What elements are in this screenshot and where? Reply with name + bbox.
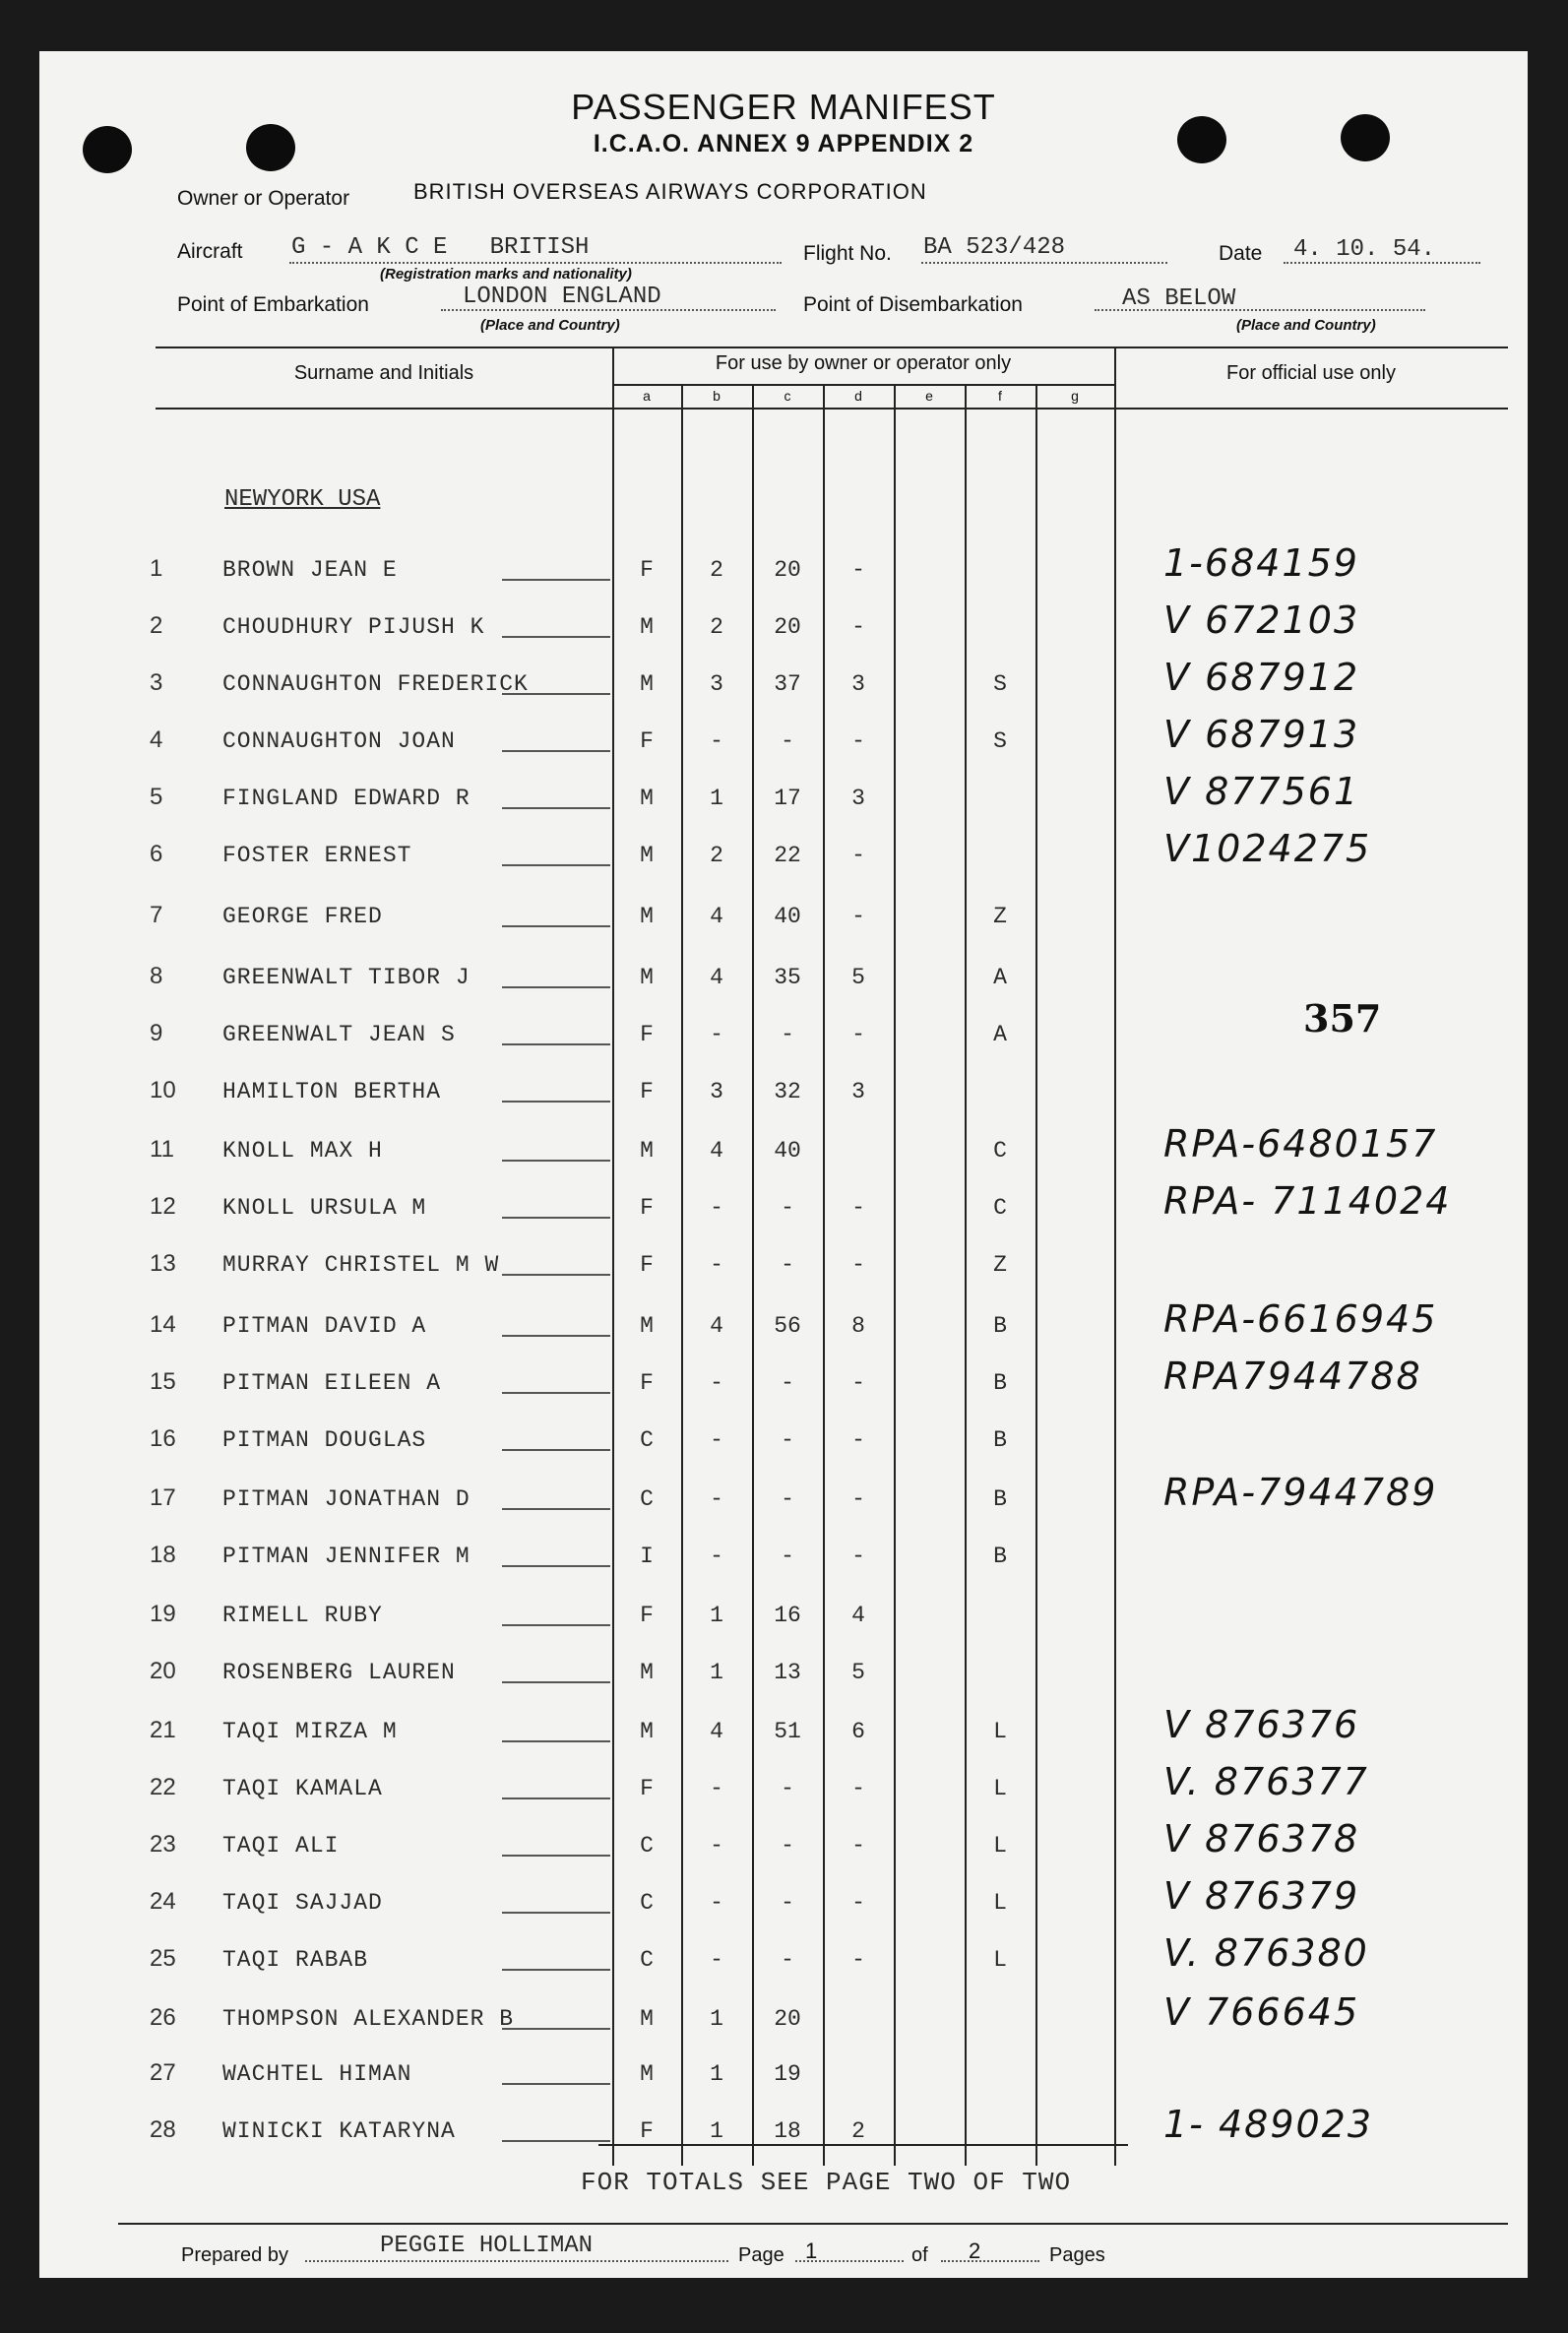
official-number: V1024275: [1163, 827, 1372, 870]
cell-d: 3: [851, 671, 865, 697]
official-number: RPA-6616945: [1163, 1297, 1438, 1341]
cell-c: 37: [774, 671, 801, 697]
surname-header: Surname and Initials: [293, 362, 474, 384]
cell-f: Z: [993, 1252, 1007, 1278]
passenger-name: TAQI ALI: [222, 1833, 340, 1859]
embark-dotted-line: [441, 309, 776, 311]
passenger-name: WINICKI KATARYNA: [222, 2118, 456, 2144]
row-number: 13: [150, 1250, 176, 1277]
cell-a: C: [640, 1833, 654, 1859]
cell-c: -: [781, 1370, 794, 1396]
name-dash-line: [502, 750, 610, 752]
cell-a: M: [640, 1313, 654, 1339]
aircraft-dotted-line: [289, 262, 782, 264]
cell-b: -: [710, 1427, 723, 1453]
row-number: 28: [150, 2116, 176, 2143]
cell-c: 56: [774, 1313, 801, 1339]
cell-b: 3: [710, 1079, 723, 1104]
passenger-name: KNOLL MAX H: [222, 1138, 383, 1164]
cell-d: -: [851, 1252, 865, 1278]
column-divider: [1114, 347, 1116, 2166]
page-label: Page: [738, 2244, 784, 2266]
cell-b: -: [710, 1890, 723, 1916]
official-header: For official use only: [1226, 362, 1396, 384]
column-divider: [894, 384, 896, 2166]
passenger-name: GREENWALT JEAN S: [222, 1022, 456, 1047]
name-dash-line: [502, 2140, 610, 2142]
name-dash-line: [502, 1565, 610, 1567]
cell-a: C: [640, 1890, 654, 1916]
cell-a: M: [640, 2006, 654, 2032]
row-number: 19: [150, 1601, 176, 1627]
cell-d: 5: [851, 1660, 865, 1685]
cell-d: 4: [851, 1603, 865, 1628]
cell-d: -: [851, 904, 865, 929]
cell-c: -: [781, 1022, 794, 1047]
cell-a: F: [640, 1079, 654, 1104]
cell-d: -: [851, 728, 865, 754]
column-letter-b: b: [713, 388, 721, 404]
cell-b: -: [710, 1022, 723, 1047]
cell-d: -: [851, 1427, 865, 1453]
cell-f: S: [993, 671, 1007, 697]
cell-a: C: [640, 1486, 654, 1512]
cell-c: 16: [774, 1603, 801, 1628]
passenger-name: RIMELL RUBY: [222, 1603, 383, 1628]
cell-d: -: [851, 1776, 865, 1801]
cell-b: 1: [710, 2006, 723, 2032]
cell-c: 19: [774, 2061, 801, 2087]
embark-value: LONDON ENGLAND: [463, 284, 661, 310]
name-dash-line: [502, 1449, 610, 1451]
table-header-rule: [156, 408, 1508, 410]
row-number: 16: [150, 1425, 176, 1452]
aircraft-label: Aircraft: [177, 240, 243, 263]
name-dash-line: [502, 693, 610, 695]
name-dash-line: [502, 1912, 610, 1914]
official-number: V 876378: [1163, 1817, 1360, 1860]
official-number: RPA- 7114024: [1163, 1179, 1452, 1223]
cell-f: A: [993, 1022, 1007, 1047]
cell-b: 1: [710, 2061, 723, 2087]
name-dash-line: [502, 1392, 610, 1394]
passenger-name: TAQI RABAB: [222, 1947, 369, 1973]
cell-d: -: [851, 843, 865, 868]
cell-f: C: [993, 1195, 1007, 1221]
row-number: 24: [150, 1888, 176, 1915]
row-number: 3: [150, 669, 163, 696]
manifest-page: [39, 51, 1528, 2278]
official-number: 1-684159: [1163, 541, 1359, 585]
cell-f: Z: [993, 904, 1007, 929]
cell-a: F: [640, 2118, 654, 2144]
official-number: V 876379: [1163, 1874, 1360, 1918]
official-number: RPA7944788: [1163, 1355, 1422, 1398]
pages-label: Pages: [1049, 2244, 1105, 2266]
cell-c: 17: [774, 786, 801, 811]
cell-f: B: [993, 1313, 1007, 1339]
cell-b: 1: [710, 1603, 723, 1628]
passenger-name: TAQI SAJJAD: [222, 1890, 383, 1916]
cell-b: 4: [710, 1719, 723, 1744]
page-total: 2: [969, 2238, 981, 2263]
cell-b: 4: [710, 965, 723, 990]
name-dash-line: [502, 1274, 610, 1276]
cell-b: 3: [710, 671, 723, 697]
cell-a: F: [640, 1022, 654, 1047]
cell-d: 3: [851, 786, 865, 811]
cell-b: -: [710, 1833, 723, 1859]
passenger-name: TAQI KAMALA: [222, 1776, 383, 1801]
cell-a: F: [640, 1603, 654, 1628]
passenger-name: PITMAN EILEEN A: [222, 1370, 442, 1396]
passenger-name: MURRAY CHRISTEL M W: [222, 1252, 500, 1278]
row-number: 9: [150, 1020, 163, 1046]
cell-c: 13: [774, 1660, 801, 1685]
name-dash-line: [502, 2083, 610, 2085]
cell-c: -: [781, 1890, 794, 1916]
aircraft-value: G - A K C E BRITISH: [291, 234, 590, 261]
passenger-name: ROSENBERG LAUREN: [222, 1660, 456, 1685]
cell-b: 1: [710, 1660, 723, 1685]
official-number: RPA-6480157: [1163, 1122, 1438, 1166]
cell-b: -: [710, 1370, 723, 1396]
date-label: Date: [1219, 242, 1263, 265]
passenger-name: BROWN JEAN E: [222, 557, 398, 583]
official-number: V 687913: [1163, 713, 1360, 756]
row-number: 5: [150, 784, 163, 810]
cell-a: F: [640, 557, 654, 583]
cell-d: -: [851, 614, 865, 640]
name-dash-line: [502, 1969, 610, 1971]
name-dash-line: [502, 2028, 610, 2030]
column-letter-d: d: [854, 388, 862, 404]
cell-b: 2: [710, 557, 723, 583]
cell-c: 18: [774, 2118, 801, 2144]
cell-f: L: [993, 1890, 1007, 1916]
cell-d: 2: [851, 2118, 865, 2144]
of-label: of: [911, 2244, 928, 2266]
cell-c: 32: [774, 1079, 801, 1104]
cell-b: -: [710, 1252, 723, 1278]
passenger-name: PITMAN DAVID A: [222, 1313, 427, 1339]
passenger-name: WACHTEL HIMAN: [222, 2061, 412, 2087]
cell-b: 4: [710, 904, 723, 929]
row-number: 27: [150, 2059, 176, 2086]
cell-a: I: [640, 1544, 654, 1569]
cell-f: L: [993, 1833, 1007, 1859]
cell-c: 40: [774, 904, 801, 929]
cell-c: 35: [774, 965, 801, 990]
cell-b: 2: [710, 843, 723, 868]
cell-b: -: [710, 728, 723, 754]
passenger-name: TAQI MIRZA M: [222, 1719, 398, 1744]
column-letter-rule: [612, 384, 1114, 386]
name-dash-line: [502, 1624, 610, 1626]
name-dash-line: [502, 1681, 610, 1683]
registration-note: (Registration marks and nationality): [380, 266, 632, 283]
row-number: 1: [150, 555, 163, 582]
cell-a: F: [640, 1195, 654, 1221]
column-letter-a: a: [643, 388, 651, 404]
table-top-rule: [156, 347, 1508, 348]
cell-c: -: [781, 1427, 794, 1453]
cell-a: F: [640, 1370, 654, 1396]
column-letter-c: c: [784, 388, 791, 404]
disembark-label: Point of Disembarkation: [803, 293, 1023, 316]
date-dotted-line: [1284, 262, 1480, 264]
row-number: 21: [150, 1717, 176, 1743]
row-number: 4: [150, 726, 163, 753]
cell-d: -: [851, 1195, 865, 1221]
cell-b: -: [710, 1195, 723, 1221]
official-number: V 766645: [1163, 1990, 1360, 2034]
cell-a: M: [640, 965, 654, 990]
official-number: V. 876377: [1163, 1760, 1369, 1803]
cell-b: 4: [710, 1138, 723, 1164]
cell-d: 5: [851, 965, 865, 990]
name-dash-line: [502, 1217, 610, 1219]
cell-d: 6: [851, 1719, 865, 1744]
passenger-name: KNOLL URSULA M: [222, 1195, 427, 1221]
cell-f: B: [993, 1486, 1007, 1512]
passenger-name: CHOUDHURY PIJUSH K: [222, 614, 485, 640]
flight-dotted-line: [921, 262, 1167, 264]
cell-d: -: [851, 557, 865, 583]
cell-c: 40: [774, 1138, 801, 1164]
prepared-dotted-line: [305, 2260, 728, 2262]
cell-c: 20: [774, 557, 801, 583]
cell-b: -: [710, 1947, 723, 1973]
table-bottom-rule: [598, 2144, 1128, 2146]
row-number: 11: [150, 1136, 174, 1163]
cell-b: 1: [710, 786, 723, 811]
name-dash-line: [502, 1740, 610, 1742]
cell-b: -: [710, 1544, 723, 1569]
cell-c: -: [781, 1252, 794, 1278]
row-number: 8: [150, 963, 163, 989]
official-number: V 672103: [1163, 599, 1360, 642]
cell-a: M: [640, 614, 654, 640]
cell-f: C: [993, 1138, 1007, 1164]
official-number: V 877561: [1163, 770, 1360, 813]
cell-d: -: [851, 1544, 865, 1569]
cell-a: F: [640, 1776, 654, 1801]
cell-d: -: [851, 1486, 865, 1512]
passenger-name: PITMAN DOUGLAS: [222, 1427, 427, 1453]
cell-c: -: [781, 728, 794, 754]
disembark-value: AS BELOW: [1122, 285, 1236, 312]
official-number: 1- 489023: [1163, 2103, 1374, 2146]
cell-b: 1: [710, 2118, 723, 2144]
passenger-name: GEORGE FRED: [222, 904, 383, 929]
footer-rule: [118, 2223, 1508, 2225]
cell-f: L: [993, 1947, 1007, 1973]
row-number: 12: [150, 1193, 176, 1220]
cell-a: C: [640, 1427, 654, 1453]
prepared-value: PEGGIE HOLLIMAN: [380, 2233, 594, 2259]
passenger-name: PITMAN JONATHAN D: [222, 1486, 470, 1512]
cell-a: M: [640, 1138, 654, 1164]
cell-d: 8: [851, 1313, 865, 1339]
embark-note: (Place and Country): [480, 317, 620, 334]
column-letter-f: f: [998, 388, 1002, 404]
passenger-name: FINGLAND EDWARD R: [222, 786, 470, 811]
stamp-number: 357: [1303, 996, 1382, 1040]
disembark-note: (Place and Country): [1236, 317, 1376, 334]
owner-label: Owner or Operator: [177, 187, 350, 210]
row-number: 10: [150, 1077, 176, 1103]
destination-heading: NEWYORK USA: [224, 486, 381, 513]
cell-f: B: [993, 1370, 1007, 1396]
page-dotted-line: [795, 2260, 904, 2262]
cell-a: F: [640, 728, 654, 754]
passenger-name: THOMPSON ALEXANDER B: [222, 2006, 515, 2032]
cell-c: -: [781, 1947, 794, 1973]
cell-a: M: [640, 2061, 654, 2087]
name-dash-line: [502, 1160, 610, 1162]
name-dash-line: [502, 579, 610, 581]
name-dash-line: [502, 1335, 610, 1337]
row-number: 14: [150, 1311, 176, 1338]
passenger-name: CONNAUGHTON JOAN: [222, 728, 456, 754]
cell-c: 22: [774, 843, 801, 868]
cell-a: M: [640, 786, 654, 811]
cell-a: M: [640, 843, 654, 868]
totals-note: FOR TOTALS SEE PAGE TWO OF TWO: [581, 2168, 1072, 2197]
owner-use-header: For use by owner or operator only: [715, 352, 1012, 374]
name-dash-line: [502, 1043, 610, 1045]
cell-d: -: [851, 1833, 865, 1859]
name-dash-line: [502, 864, 610, 866]
cell-f: S: [993, 728, 1007, 754]
cell-c: -: [781, 1776, 794, 1801]
row-number: 7: [150, 902, 163, 928]
row-number: 6: [150, 841, 163, 867]
cell-d: -: [851, 1022, 865, 1047]
cell-f: B: [993, 1427, 1007, 1453]
cell-a: M: [640, 671, 654, 697]
cell-c: -: [781, 1195, 794, 1221]
name-dash-line: [502, 636, 610, 638]
row-number: 2: [150, 612, 163, 639]
name-dash-line: [502, 925, 610, 927]
cell-d: 3: [851, 1079, 865, 1104]
cell-c: 20: [774, 2006, 801, 2032]
name-dash-line: [502, 1508, 610, 1510]
row-number: 22: [150, 1774, 176, 1800]
passenger-name: FOSTER ERNEST: [222, 843, 412, 868]
cell-c: -: [781, 1486, 794, 1512]
cell-d: -: [851, 1370, 865, 1396]
row-number: 15: [150, 1368, 176, 1395]
name-dash-line: [502, 1797, 610, 1799]
official-number: RPA-7944789: [1163, 1471, 1438, 1514]
flight-label: Flight No.: [803, 242, 892, 265]
page-title: PASSENGER MANIFEST: [571, 87, 996, 127]
cell-c: -: [781, 1833, 794, 1859]
passenger-name: PITMAN JENNIFER M: [222, 1544, 470, 1569]
row-number: 20: [150, 1658, 176, 1684]
row-number: 17: [150, 1484, 176, 1511]
official-number: V 687912: [1163, 656, 1360, 699]
cell-f: L: [993, 1719, 1007, 1744]
name-dash-line: [502, 1101, 610, 1103]
name-dash-line: [502, 1855, 610, 1857]
flight-value: BA 523/428: [923, 234, 1066, 261]
cell-b: 4: [710, 1313, 723, 1339]
cell-b: -: [710, 1486, 723, 1512]
name-dash-line: [502, 807, 610, 809]
column-letter-e: e: [925, 388, 933, 404]
cell-f: A: [993, 965, 1007, 990]
passenger-name: CONNAUGHTON FREDERICK: [222, 671, 529, 697]
cell-c: 51: [774, 1719, 801, 1744]
column-letter-g: g: [1071, 388, 1079, 404]
cell-b: 2: [710, 614, 723, 640]
passenger-name: HAMILTON BERTHA: [222, 1079, 442, 1104]
cell-a: M: [640, 1719, 654, 1744]
cell-a: C: [640, 1947, 654, 1973]
of-dotted-line: [941, 2260, 1039, 2262]
name-dash-line: [502, 986, 610, 988]
cell-c: -: [781, 1544, 794, 1569]
cell-a: M: [640, 1660, 654, 1685]
disembark-dotted-line: [1095, 309, 1425, 311]
page-subtitle: I.C.A.O. ANNEX 9 APPENDIX 2: [593, 130, 974, 158]
row-number: 23: [150, 1831, 176, 1858]
cell-b: -: [710, 1776, 723, 1801]
embark-label: Point of Embarkation: [177, 293, 369, 316]
cell-f: L: [993, 1776, 1007, 1801]
owner-value: BRITISH OVERSEAS AIRWAYS CORPORATION: [413, 179, 927, 204]
cell-a: F: [640, 1252, 654, 1278]
cell-d: -: [851, 1947, 865, 1973]
official-number: V 876376: [1163, 1703, 1360, 1746]
date-value: 4. 10. 54.: [1293, 236, 1436, 263]
column-divider: [1035, 384, 1037, 2166]
prepared-label: Prepared by: [181, 2244, 288, 2266]
row-number: 18: [150, 1542, 176, 1568]
page-number: 1: [805, 2238, 818, 2263]
cell-c: 20: [774, 614, 801, 640]
cell-a: M: [640, 904, 654, 929]
official-number: V. 876380: [1163, 1931, 1369, 1975]
cell-f: B: [993, 1544, 1007, 1569]
row-number: 26: [150, 2004, 176, 2031]
row-number: 25: [150, 1945, 176, 1972]
passenger-name: GREENWALT TIBOR J: [222, 965, 470, 990]
cell-d: -: [851, 1890, 865, 1916]
